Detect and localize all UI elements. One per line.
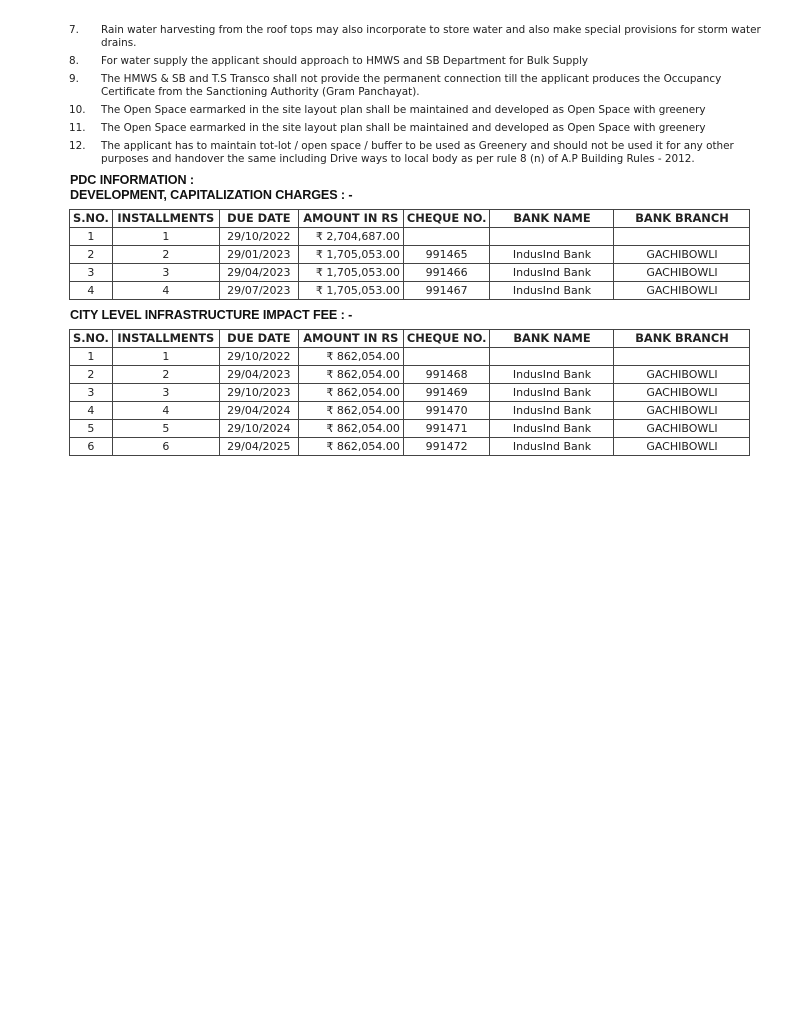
- cell-due-date: 29/04/2025: [219, 438, 298, 456]
- condition-text: Rain water harvesting from the roof tops may also incorporate to store water and also make special provisions for storm water drains.: [101, 24, 761, 49]
- cell-cheque-no: [403, 348, 490, 366]
- column-header: BANK NAME: [490, 210, 614, 228]
- condition-number: 9.: [69, 73, 79, 85]
- cell-sno: 4: [70, 282, 113, 300]
- cell-installment: 2: [112, 366, 219, 384]
- condition-text: For water supply the applicant should approach to HMWS and SB Department for Bulk Supply: [101, 55, 589, 67]
- cell-bank-branch: GACHIBOWLI: [614, 264, 750, 282]
- cell-bank-name: IndusInd Bank: [490, 282, 614, 300]
- cell-bank-branch: [614, 348, 750, 366]
- cell-bank-name: IndusInd Bank: [490, 384, 614, 402]
- cell-due-date: 29/10/2024: [219, 420, 298, 438]
- city-infra-rows: [70, 348, 750, 456]
- cell-sno: 5: [70, 420, 113, 438]
- city-infra-fee-table: [69, 329, 750, 456]
- condition-number: 8.: [69, 55, 79, 67]
- cell-due-date: 29/01/2023: [219, 246, 298, 264]
- cell-bank-name: IndusInd Bank: [490, 402, 614, 420]
- cell-bank-branch: GACHIBOWLI: [614, 438, 750, 456]
- development-charges-table: [69, 209, 750, 300]
- cell-cheque-no: [403, 228, 490, 246]
- cell-due-date: 29/04/2023: [219, 264, 298, 282]
- cell-installment: 5: [112, 420, 219, 438]
- condition-item: [69, 122, 769, 135]
- cell-due-date: 29/10/2022: [219, 228, 298, 246]
- condition-number: 11.: [69, 122, 86, 134]
- cell-amount: ₹ 862,054.00: [298, 420, 403, 438]
- cell-bank-name: IndusInd Bank: [490, 264, 614, 282]
- cell-installment: 1: [112, 228, 219, 246]
- condition-text: The HMWS & SB and T.S Transco shall not provide the permanent connection till the applicant produces the Occupancy Certificate from the Sanctioning Authority (Gram Panchayat).: [101, 73, 722, 98]
- condition-number: 10.: [69, 104, 86, 116]
- cell-due-date: 29/07/2023: [219, 282, 298, 300]
- cell-amount: ₹ 862,054.00: [298, 366, 403, 384]
- table-row: [70, 264, 750, 282]
- table-row: [70, 348, 750, 366]
- cell-bank-branch: [614, 228, 750, 246]
- condition-text: The applicant has to maintain tot-lot / open space / buffer to be used as Greenery and should not be used it for any other purposes and handover the same including Drive ways to local body as per rule 8 (n) of A.P Building Rules - 2012.: [101, 140, 734, 165]
- cell-cheque-no: 991471: [403, 420, 490, 438]
- cell-installment: 6: [112, 438, 219, 456]
- condition-item: [69, 104, 769, 117]
- cell-amount: ₹ 862,054.00: [298, 402, 403, 420]
- column-header: DUE DATE: [219, 330, 298, 348]
- cell-sno: 6: [70, 438, 113, 456]
- cell-bank-name: [490, 228, 614, 246]
- cell-bank-branch: GACHIBOWLI: [614, 402, 750, 420]
- column-header: CHEQUE NO.: [403, 330, 490, 348]
- condition-item: [69, 73, 769, 99]
- cell-due-date: 29/10/2023: [219, 384, 298, 402]
- cell-bank-branch: GACHIBOWLI: [614, 420, 750, 438]
- cell-installment: 2: [112, 246, 219, 264]
- cell-bank-branch: GACHIBOWLI: [614, 366, 750, 384]
- condition-text: The Open Space earmarked in the site layout plan shall be maintained and developed as Open Space with greenery: [101, 122, 706, 134]
- cell-cheque-no: 991466: [403, 264, 490, 282]
- column-header: BANK BRANCH: [614, 330, 750, 348]
- condition-item: [69, 140, 769, 166]
- cell-bank-name: IndusInd Bank: [490, 246, 614, 264]
- table-row: [70, 438, 750, 456]
- pdc-information-heading: PDC INFORMATION :: [70, 173, 194, 187]
- table-row: [70, 246, 750, 264]
- column-header: BANK NAME: [490, 330, 614, 348]
- cell-cheque-no: 991465: [403, 246, 490, 264]
- column-header: AMOUNT IN RS: [298, 330, 403, 348]
- cell-bank-name: IndusInd Bank: [490, 438, 614, 456]
- cell-installment: 1: [112, 348, 219, 366]
- table-row: [70, 228, 750, 246]
- development-charges-heading: DEVELOPMENT, CAPITALIZATION CHARGES : -: [70, 188, 353, 202]
- cell-amount: ₹ 862,054.00: [298, 438, 403, 456]
- cell-sno: 4: [70, 402, 113, 420]
- condition-text: The Open Space earmarked in the site layout plan shall be maintained and developed as Open Space with greenery: [101, 104, 706, 116]
- cell-due-date: 29/04/2024: [219, 402, 298, 420]
- condition-number: 7.: [69, 24, 79, 36]
- column-header: CHEQUE NO.: [403, 210, 490, 228]
- cell-sno: 1: [70, 348, 113, 366]
- column-header: DUE DATE: [219, 210, 298, 228]
- cell-cheque-no: 991472: [403, 438, 490, 456]
- cell-bank-name: IndusInd Bank: [490, 366, 614, 384]
- cell-amount: ₹ 1,705,053.00: [298, 264, 403, 282]
- cell-installment: 3: [112, 384, 219, 402]
- cell-amount: ₹ 1,705,053.00: [298, 282, 403, 300]
- table-row: [70, 384, 750, 402]
- cell-amount: ₹ 862,054.00: [298, 384, 403, 402]
- city-infra-fee-heading: CITY LEVEL INFRASTRUCTURE IMPACT FEE : -: [70, 308, 353, 322]
- cell-amount: ₹ 862,054.00: [298, 348, 403, 366]
- cell-bank-name: [490, 348, 614, 366]
- cell-bank-branch: GACHIBOWLI: [614, 246, 750, 264]
- table-row: [70, 366, 750, 384]
- cell-sno: 1: [70, 228, 113, 246]
- conditions-list: [69, 24, 769, 171]
- cell-amount: ₹ 1,705,053.00: [298, 246, 403, 264]
- column-header: INSTALLMENTS: [112, 330, 219, 348]
- cell-sno: 3: [70, 264, 113, 282]
- cell-installment: 4: [112, 402, 219, 420]
- cell-sno: 2: [70, 246, 113, 264]
- table-header-row: [70, 210, 750, 228]
- column-header: BANK BRANCH: [614, 210, 750, 228]
- cell-installment: 3: [112, 264, 219, 282]
- table-header-row: [70, 330, 750, 348]
- condition-item: [69, 24, 769, 50]
- cell-due-date: 29/04/2023: [219, 366, 298, 384]
- cell-sno: 3: [70, 384, 113, 402]
- table-row: [70, 282, 750, 300]
- cell-installment: 4: [112, 282, 219, 300]
- cell-bank-name: IndusInd Bank: [490, 420, 614, 438]
- cell-cheque-no: 991468: [403, 366, 490, 384]
- column-header: S.NO.: [70, 210, 113, 228]
- cell-cheque-no: 991467: [403, 282, 490, 300]
- condition-number: 12.: [69, 140, 86, 152]
- column-header: S.NO.: [70, 330, 113, 348]
- cell-sno: 2: [70, 366, 113, 384]
- cell-cheque-no: 991470: [403, 402, 490, 420]
- development-rows: [70, 228, 750, 300]
- table-row: [70, 420, 750, 438]
- table-row: [70, 402, 750, 420]
- condition-item: [69, 55, 769, 68]
- cell-bank-branch: GACHIBOWLI: [614, 282, 750, 300]
- column-header: INSTALLMENTS: [112, 210, 219, 228]
- cell-amount: ₹ 2,704,687.00: [298, 228, 403, 246]
- cell-bank-branch: GACHIBOWLI: [614, 384, 750, 402]
- cell-due-date: 29/10/2022: [219, 348, 298, 366]
- cell-cheque-no: 991469: [403, 384, 490, 402]
- column-header: AMOUNT IN RS: [298, 210, 403, 228]
